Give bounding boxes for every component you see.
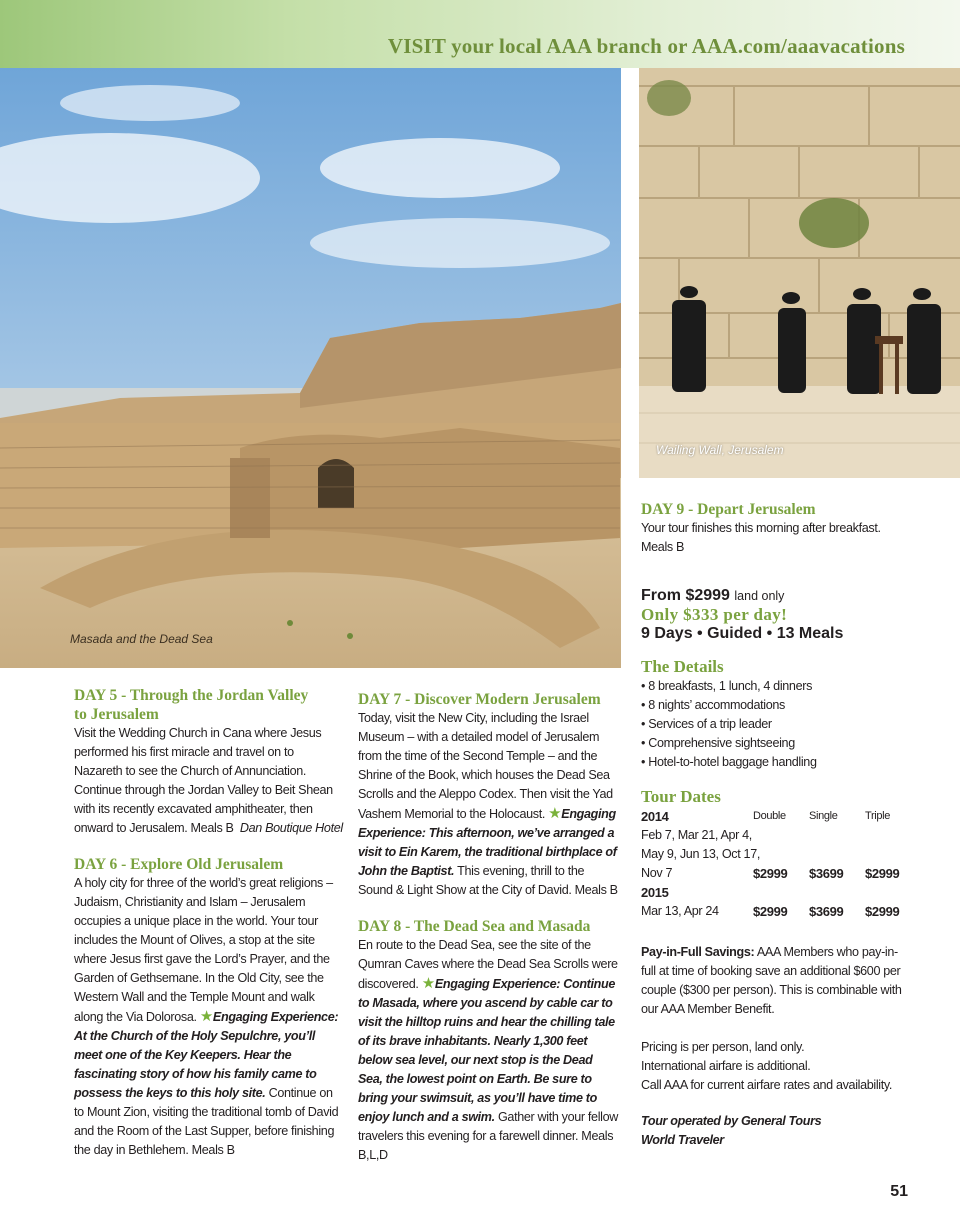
tour-dates-title: Tour Dates [641, 787, 721, 806]
operator-line2: World Traveler [641, 1133, 724, 1147]
wailing-wall-caption: Wailing Wall, Jerusalem [656, 443, 784, 457]
day5-hotel: Dan Boutique Hotel [239, 821, 343, 835]
savings-label: Pay-in-Full Savings: [641, 945, 755, 959]
table-row [641, 807, 921, 826]
col-header-single: Single [809, 810, 838, 822]
details-title: The Details [641, 657, 724, 676]
dates-2014-line2: May 9, Jun 13, Oct 17, [641, 847, 761, 861]
star-icon: ★ [421, 975, 435, 992]
dates-2015-line1: Mar 13, Apr 24 [641, 904, 719, 918]
details-item: • Services of a trip leader [641, 717, 772, 731]
year-2014: 2014 [641, 809, 669, 824]
day5-title-line2: to Jerusalem [74, 706, 159, 723]
table-row [641, 902, 921, 921]
details-list [641, 677, 921, 772]
savings-text: AAA Members who pay-in-full at time of booking save an additional $600 per couple ($300 per person). This is combinable with our AAA Member Benefit. [641, 945, 902, 1016]
day8-experience: Engaging Experience: Continue to Masada, where you ascend by cable car to visit the hilltop ruins and hear the chilling tale of its brave inhabitants. Nearly 1,300 feet below sea level, our next stop is the Dead Sea, the lowest point on Earth. Be sure to bring your swimsuit, as you’ll have time to enjoy lunch and a swim. [358, 977, 616, 1124]
day5-text: Visit the Wedding Church in Cana where Jesus performed his first miracle and travel on to Nazareth to see the Church of Annunciation. Continue through the Jordan Valley to Beit Shean with its recently excavated amphitheater, then onward to Jerusalem. Meals B [74, 726, 333, 835]
day6-body [74, 874, 344, 1160]
day7-title: DAY 7 - Discover Modern Jerusalem [358, 691, 601, 708]
column-right [641, 500, 921, 1150]
price-double-2015: $2999 [753, 904, 788, 919]
day9-title: DAY 9 - Depart Jerusalem [641, 501, 816, 518]
price-single-2015: $3699 [809, 904, 844, 919]
tour-summary: 9 Days • Guided • 13 Meals [641, 625, 844, 642]
details-item: • 8 breakfasts, 1 lunch, 4 dinners [641, 679, 813, 693]
column-left [74, 686, 344, 1160]
tour-operator [641, 1112, 921, 1150]
star-icon: ★ [548, 805, 562, 822]
tour-dates-table [641, 807, 921, 921]
col-header-double: Double [753, 810, 786, 822]
day9-body: Your tour finishes this morning after breakfast. Meals B [641, 521, 881, 554]
price-triple-2014: $2999 [865, 866, 900, 881]
note-line: International airfare is additional. [641, 1059, 811, 1073]
price-triple-2015: $2999 [865, 904, 900, 919]
day8-body [358, 936, 620, 1165]
price-from: From $2999 [641, 587, 730, 604]
note-line: Call AAA for current airfare rates and availability. [641, 1078, 893, 1092]
column-middle [358, 690, 620, 1165]
dates-2014-line1: Feb 7, Mar 21, Apr 4, [641, 828, 752, 842]
day5-title [74, 686, 344, 724]
day7-text: Today, visit the New City, including the Israel Museum – with a detailed model of Jerusalem from the time of the Second Temple – and the Shrine of the Book, which houses the Dead Sea Scrolls and the Aleppo Codex. Then visit the Yad Vashem Memorial to the Holocaust. [358, 711, 613, 821]
details-item: • Comprehensive sightseeing [641, 736, 795, 750]
day8-title: DAY 8 - The Dead Sea and Masada [358, 918, 591, 935]
price-double-2014: $2999 [753, 866, 788, 881]
year-2015: 2015 [641, 885, 669, 900]
price-land-only: land only [734, 589, 785, 603]
day6-experience: Engaging Experience: At the Church of the Holy Sepulchre, you’ll meet one of the Key Keepers. Hear the fascinating story of how his family came to possess the keys to this holy site. [74, 1010, 339, 1100]
masada-caption: Masada and the Dead Sea [70, 632, 213, 646]
table-row [641, 845, 921, 864]
masada-photo [0, 68, 621, 668]
table-row [641, 883, 921, 902]
operator-line1: Tour operated by General Tours [641, 1114, 822, 1128]
price-single-2014: $3699 [809, 866, 844, 881]
star-icon: ★ [199, 1008, 213, 1025]
dates-2014-line3: Nov 7 [641, 866, 673, 880]
table-row [641, 826, 921, 845]
details-item: • 8 nights’ accommodations [641, 698, 785, 712]
col-header-triple: Triple [865, 810, 890, 822]
wailing-wall-photo [639, 68, 960, 478]
day5-body [74, 724, 344, 838]
day7-text-after: This evening, thrill to the Sound & Light Show at the City of David. Meals B [358, 864, 618, 897]
day6-text-after: Continue on to Mount Zion, visiting the traditional tomb of David and the Room of the Last Supper, before finishing the day in Bethlehem. Meals B [74, 1086, 339, 1157]
day6-text: A holy city for three of the world’s great religions – Judaism, Christianity and Islam – Jerusalem occupies a unique place in the world. Your tour includes the Mount of Olives, a stop at the site where Jesus first gave the Lord’s Prayer, and the Garden of Gethsemane. In the Old City, see the Western Wall and the Temple Mount and walk along the Via Dolorosa. [74, 876, 333, 1024]
day8-text: En route to the Dead Sea, see the site of the Qumran Caves where the Dead Sea Scrolls were discovered. [358, 938, 618, 991]
table-row [641, 864, 921, 883]
header-text: VISIT your local AAA branch or AAA.com/aaavacations [387, 34, 905, 58]
day7-body [358, 709, 620, 900]
details-item: • Hotel-to-hotel baggage handling [641, 755, 817, 769]
day6-title: DAY 6 - Explore Old Jerusalem [74, 856, 284, 873]
price-per-day: Only $333 per day! [641, 605, 788, 624]
pricing-notes [641, 1038, 921, 1095]
note-line: Pricing is per person, land only. [641, 1040, 805, 1054]
page-number: 51 [890, 1183, 908, 1200]
pay-in-full-savings [641, 943, 903, 1019]
day7-experience: Engaging Experience: This afternoon, we’ve arranged a visit to Ein Karem, the traditional birthplace of John the Baptist. [358, 807, 617, 878]
day8-text-after: Gather with your fellow travelers this evening for a farewell dinner. Meals B,L,D [358, 1110, 619, 1162]
day5-title-line1: DAY 5 - Through the Jordan Valley [74, 687, 309, 704]
pricing-block [641, 587, 921, 643]
